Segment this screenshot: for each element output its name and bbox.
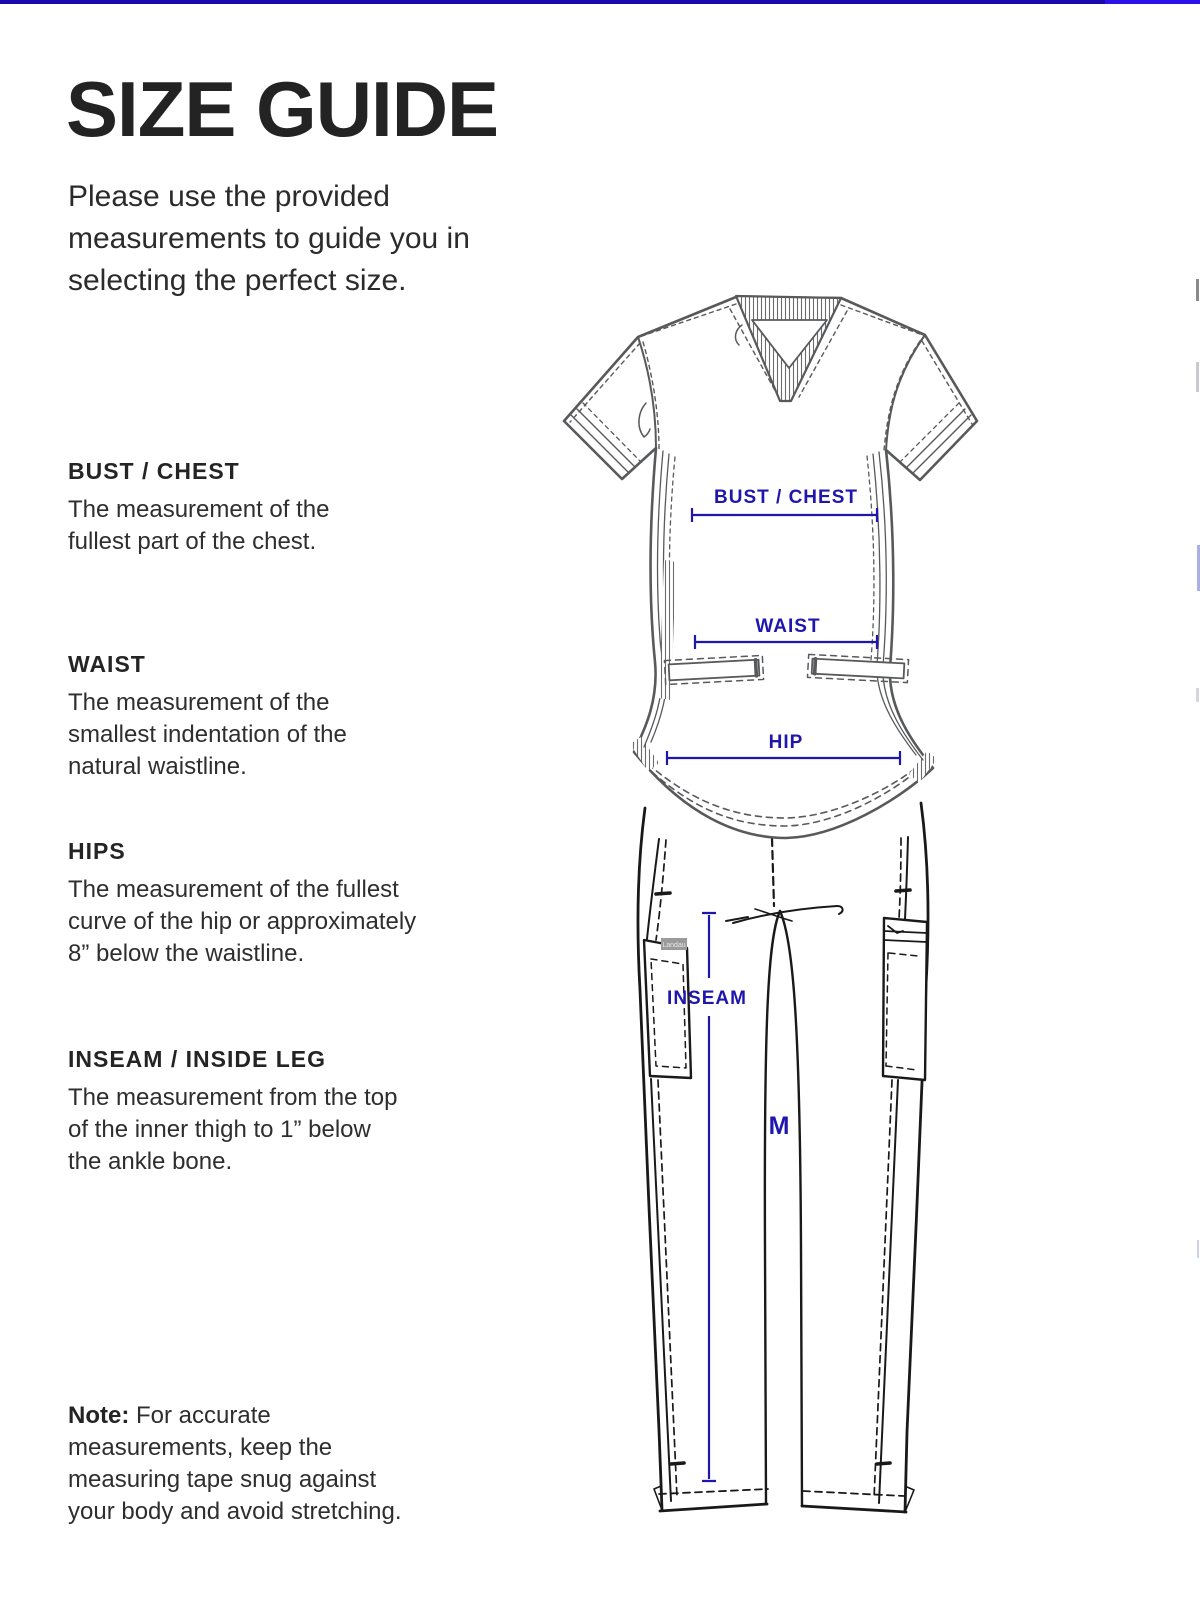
section-inseam bbox=[68, 1045, 397, 1178]
note-line: your body and avoid stretching. bbox=[68, 1498, 402, 1525]
right-cargo-pocket bbox=[883, 918, 927, 1080]
body-line: fullest part of the chest. bbox=[68, 528, 317, 555]
hip-label: HIP bbox=[768, 732, 804, 753]
note-line: measuring tape snug against bbox=[68, 1466, 377, 1493]
body-line: natural waistline. bbox=[68, 753, 247, 780]
body-line: of the inner thigh to 1” below bbox=[68, 1116, 371, 1143]
body-line: curve of the hip or approximately bbox=[68, 908, 417, 935]
section-heading: INSEAM / INSIDE LEG bbox=[68, 1046, 326, 1072]
section-hips bbox=[68, 837, 416, 970]
bust-chest-label: BUST / CHEST bbox=[714, 487, 858, 508]
waist-label: WAIST bbox=[755, 616, 821, 637]
note-line-text: For accurate bbox=[136, 1402, 271, 1429]
section-heading: WAIST bbox=[68, 651, 146, 677]
page-title: SIZE GUIDE bbox=[66, 65, 499, 153]
note-label: Note: bbox=[68, 1402, 130, 1429]
inseam-label: INSEAM bbox=[667, 988, 747, 1009]
body-line: the ankle bone. bbox=[68, 1148, 233, 1175]
section-body bbox=[68, 874, 416, 970]
body-line: The measurement from the top bbox=[68, 1084, 398, 1111]
body-line: The measurement of the bbox=[68, 689, 330, 716]
section-body bbox=[68, 687, 347, 783]
intro-line: selecting the perfect size. bbox=[68, 264, 407, 297]
section-heading: HIPS bbox=[68, 838, 126, 864]
section-heading: BUST / CHEST bbox=[68, 458, 240, 484]
note-line: measurements, keep the bbox=[68, 1434, 333, 1461]
text-column bbox=[0, 0, 540, 1600]
intro-line: measurements to guide you in bbox=[68, 222, 470, 255]
note-line bbox=[68, 1400, 402, 1432]
body-line: The measurement of the bbox=[68, 496, 330, 523]
section-body bbox=[68, 1082, 397, 1178]
pocket-brand-label: Landau bbox=[662, 942, 686, 949]
note-text bbox=[68, 1400, 402, 1528]
scrub-pants-illustration bbox=[638, 803, 928, 1512]
size-letter-label: M bbox=[768, 1112, 790, 1140]
intro-line: Please use the provided bbox=[68, 180, 390, 213]
body-line: smallest indentation of the bbox=[68, 721, 347, 748]
right-edge-fragments bbox=[1196, 279, 1200, 1258]
section-bust-chest bbox=[68, 457, 329, 558]
body-line: 8” below the waistline. bbox=[68, 940, 305, 967]
scrub-top-illustration bbox=[564, 296, 977, 838]
intro-text bbox=[68, 176, 470, 302]
section-body bbox=[68, 494, 329, 558]
section-waist bbox=[68, 650, 347, 783]
body-line: The measurement of the fullest bbox=[68, 876, 399, 903]
